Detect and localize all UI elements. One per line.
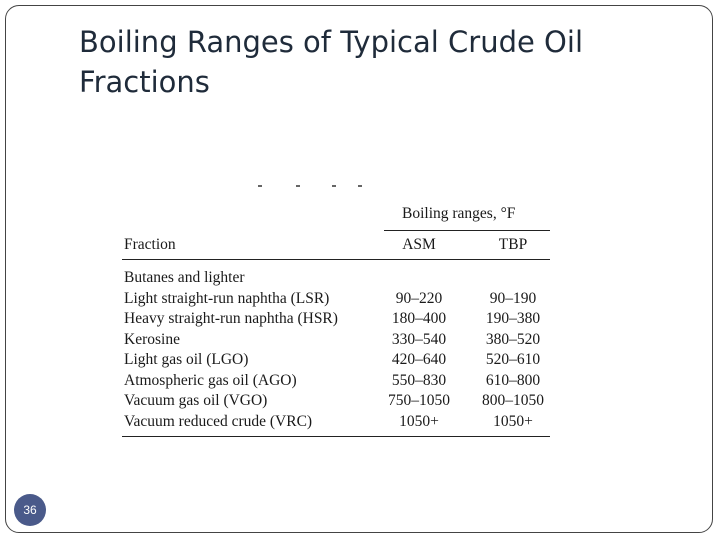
- fraction-cell: Atmospheric gas oil (AGO): [124, 371, 297, 389]
- tbp-cell: 610–800: [485, 371, 541, 389]
- fraction-cell: Vacuum reduced crude (VRC): [124, 412, 313, 430]
- tbp-cell: 520–610: [485, 351, 541, 368]
- table-row: [122, 350, 550, 371]
- column-header-fraction: Fraction: [124, 236, 176, 253]
- table-row: [122, 371, 550, 392]
- table-row: [122, 412, 550, 433]
- fraction-cell: Light gas oil (LGO): [124, 351, 249, 368]
- asm-cell: 550–830: [391, 371, 447, 389]
- table-row: [122, 268, 550, 289]
- tbp-cell: 800–1050: [482, 392, 544, 409]
- table-body: [122, 268, 550, 432]
- page-number-badge: 36: [14, 494, 46, 526]
- table-header-row: [122, 230, 550, 260]
- asm-cell: 1050+: [399, 412, 439, 430]
- column-header-asm: ASM: [402, 236, 436, 253]
- asm-cell: 90–220: [395, 289, 443, 307]
- fraction-cell: Heavy straight-run naphtha (HSR): [124, 310, 338, 327]
- asm-cell: 420–640: [391, 351, 447, 368]
- fraction-cell: Vacuum gas oil (VGO): [124, 392, 268, 409]
- asm-cell: 750–1050: [388, 392, 450, 409]
- tbp-cell: 190–380: [485, 310, 541, 327]
- asm-cell: 180–400: [391, 310, 447, 327]
- tbp-cell: 90–190: [489, 289, 537, 307]
- fraction-cell: Kerosine: [124, 330, 180, 348]
- column-header-tbp: TBP: [498, 236, 528, 253]
- table-row: [122, 391, 550, 412]
- scan-artifact: [254, 183, 374, 189]
- fraction-cell: Light straight-run naphtha (LSR): [124, 289, 330, 307]
- table-row: [122, 309, 550, 330]
- fraction-cell: Butanes and lighter: [124, 269, 245, 286]
- tbp-cell: 1050+: [493, 412, 533, 430]
- group-header-label: Boiling ranges, °F: [402, 205, 516, 222]
- tbp-cell: 380–520: [485, 330, 541, 348]
- table-bottom-rule: [122, 436, 550, 437]
- table-row: [122, 330, 550, 351]
- table-row: [122, 289, 550, 310]
- group-header: [384, 202, 550, 231]
- slide-title: Boiling Ranges of Typical Crude Oil Fractions: [79, 25, 584, 99]
- asm-cell: 330–540: [391, 330, 447, 348]
